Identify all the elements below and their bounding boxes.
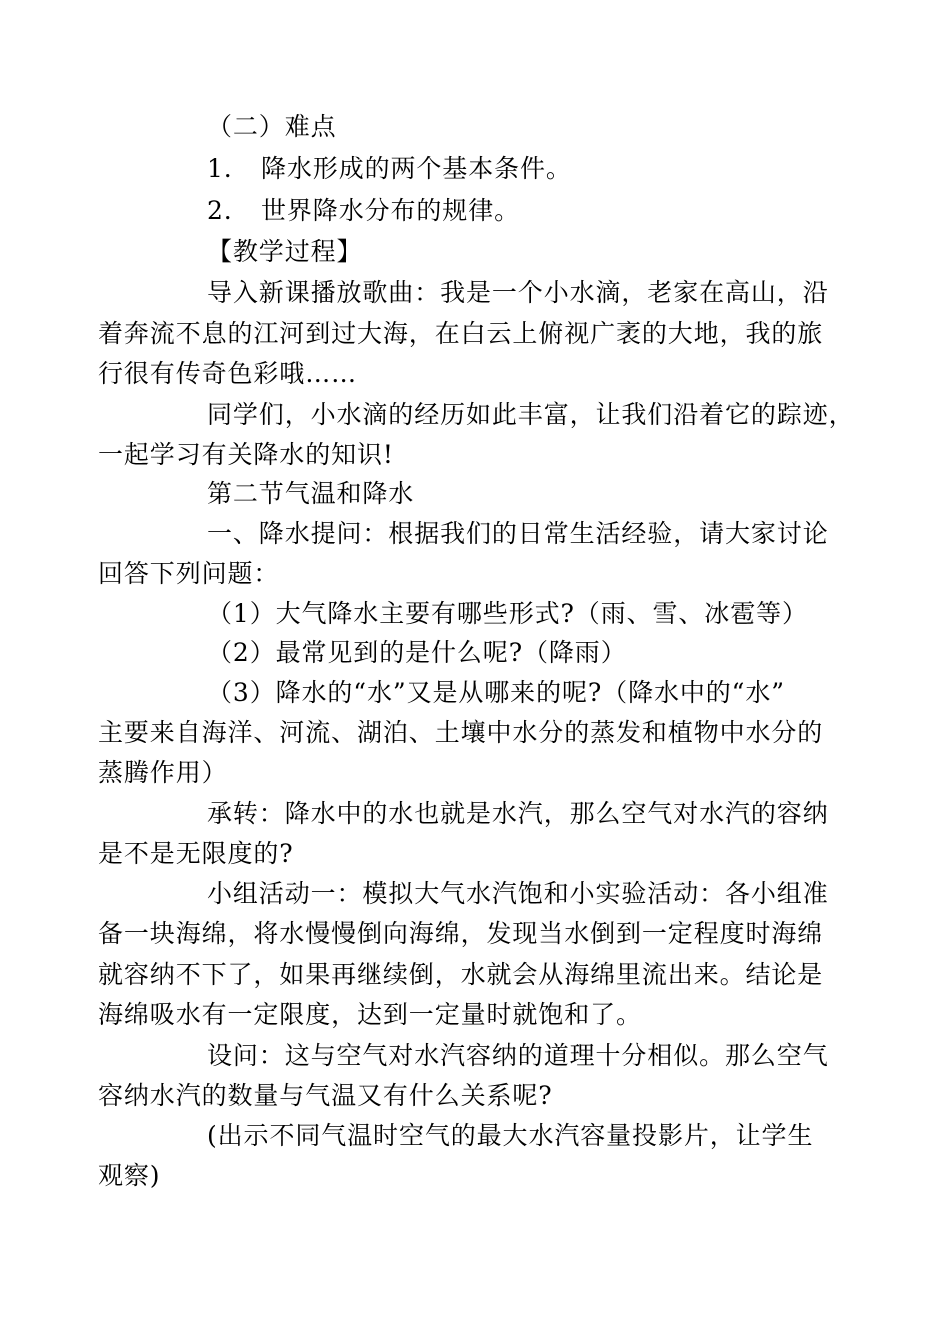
question-2: （2）最常见到的是什么呢?（降雨） bbox=[207, 638, 627, 667]
intro-paragraph-line-1: 导入新课播放歌曲：我是一个小水滴，老家在高山，沿 bbox=[207, 278, 829, 307]
show-slide-line-1: (出示不同气温时空气的最大水汽容量投影片，让学生 bbox=[207, 1121, 814, 1150]
difficulty-item-2-text: 世界降水分布的规律。 bbox=[261, 196, 521, 225]
intro-paragraph-line-3: 行很有传奇色彩哦…… bbox=[98, 359, 358, 388]
transition-line-1: 承转：降水中的水也就是水汽，那么空气对水汽的容纳 bbox=[207, 799, 829, 828]
question-3-line-3: 蒸腾作用） bbox=[98, 758, 228, 787]
question-3-line-2: 主要来自海洋、河流、湖泊、土壤中水分的蒸发和植物中水分的 bbox=[98, 718, 824, 747]
difficulty-item-1-number: 1. bbox=[207, 154, 233, 183]
paragraph-2-line-1: 同学们，小水滴的经历如此丰富，让我们沿着它的踪迹， bbox=[207, 400, 855, 429]
difficulty-item-2-number: 2. bbox=[207, 196, 233, 225]
difficulty-heading: （二）难点 bbox=[207, 112, 337, 141]
question-prompt-line-2: 容纳水汽的数量与气温又有什么关系呢? bbox=[98, 1081, 553, 1110]
question-intro-line-1: 一、降水提问：根据我们的日常生活经验，请大家讨论 bbox=[207, 519, 829, 548]
activity-line-1: 小组活动一：模拟大气水汽饱和小实验活动：各小组准 bbox=[207, 879, 829, 908]
activity-line-4: 海绵吸水有一定限度，达到一定量时就饱和了。 bbox=[98, 1000, 642, 1029]
transition-line-2: 是不是无限度的? bbox=[98, 839, 294, 868]
difficulty-item-2 bbox=[207, 195, 520, 227]
question-3-line-1: （3）降水的“水”又是从哪来的呢?（降水中的“水” bbox=[207, 678, 785, 707]
question-intro-line-2: 回答下列问题： bbox=[98, 559, 280, 588]
difficulty-item-1 bbox=[207, 153, 572, 185]
section-title: 第二节气温和降水 bbox=[207, 479, 415, 508]
question-1: （1）大气降水主要有哪些形式?（雨、雪、冰雹等） bbox=[207, 599, 808, 628]
question-prompt-line-1: 设问：这与空气对水汽容纳的道理十分相似。那么空气 bbox=[207, 1041, 829, 1070]
activity-line-2: 备一块海绵，将水慢慢倒向海绵，发现当水倒到一定程度时海绵 bbox=[98, 919, 824, 948]
activity-line-3: 就容纳不下了，如果再继续倒，水就会从海绵里流出来。结论是 bbox=[98, 960, 824, 989]
process-heading: 【教学过程】 bbox=[207, 237, 363, 266]
paragraph-2-line-2: 一起学习有关降水的知识! bbox=[98, 440, 394, 469]
show-slide-line-2: 观察) bbox=[98, 1161, 161, 1190]
intro-paragraph-line-2: 着奔流不息的江河到过大海，在白云上俯视广袤的大地，我的旅 bbox=[98, 319, 824, 348]
difficulty-item-1-text: 降水形成的两个基本条件。 bbox=[261, 154, 572, 183]
